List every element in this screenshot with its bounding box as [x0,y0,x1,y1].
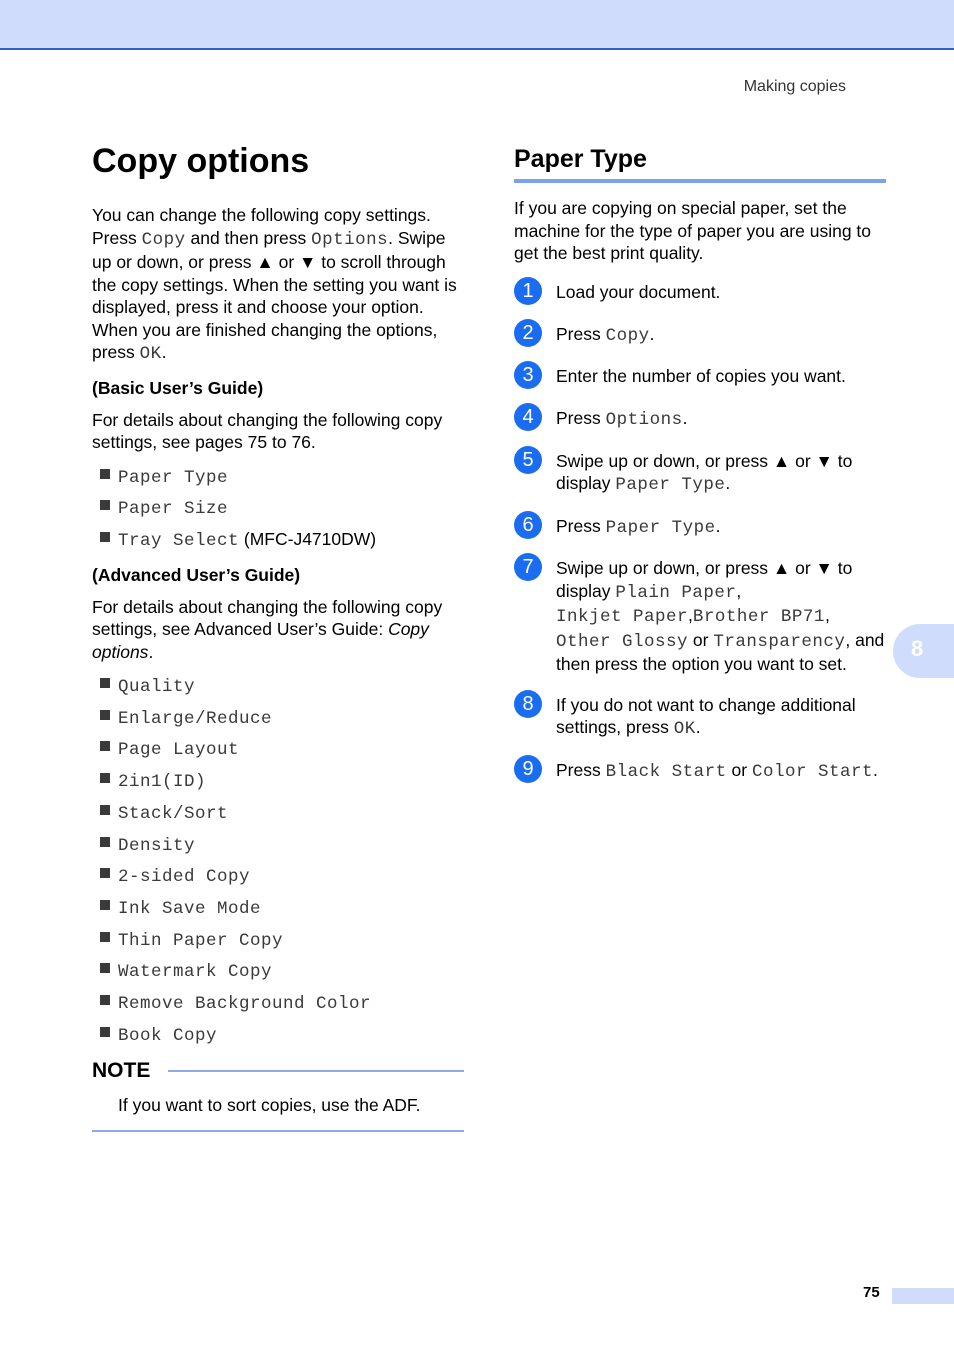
advanced-guide-paragraph: For details about changing the following copy settings, see Advanced User’s Guide: Copy options. [92,596,443,662]
step-text: Swipe up or down, or press ▲ or ▼ to display Paper Type. [556,450,853,495]
intro-paragraph: You can change the following copy settings. Press Copy and then press Options. Swipe up or down, or press ▲ or ▼ to scroll through the copy settings. When the setting you want is displayed, press it and choose your option. When you are finished changing the options, press OK. [92,205,457,364]
step-5 [514,450,886,497]
step-number-badge: 5 [514,446,542,474]
note-text: If you want to sort copies, use the ADF. [118,1095,421,1116]
section-title: Paper Type [514,145,647,173]
list-item: Tray Select (MFC-J4710DW) [98,528,464,560]
list-item: Remove Background Color [98,991,464,1023]
up-arrow-icon: ▲ [256,252,274,272]
step-1 [514,281,886,305]
page-title: Copy options [92,142,310,180]
step-text: Press Black Start or Color Start. [556,759,878,782]
step-8 [514,694,886,741]
square-bullet-icon [100,678,110,688]
step-text: Load your document. [556,281,721,302]
step-text: If you do not want to change additional settings, press OK. [556,694,856,739]
down-arrow-icon: ▼ [815,450,833,471]
step-number-badge: 7 [514,553,542,581]
basic-guide-paragraph: For details about changing the following copy settings, see pages 75 to 76. [92,409,443,452]
right-column [514,140,886,801]
note-box [92,1058,464,1132]
square-bullet-icon [100,532,110,542]
options-key: Options [311,229,389,250]
note-title: NOTE [92,1059,151,1083]
step-text: Swipe up or down, or press ▲ or ▼ to display Plain Paper, Inkjet Paper,Brother BP71, Other Glossy or Transparency, and then press the option you want to set. [556,558,885,674]
step-3 [514,365,886,389]
list-item: Watermark Copy [98,959,464,991]
square-bullet-icon [100,805,110,815]
square-bullet-icon [100,710,110,720]
square-bullet-icon [100,1027,110,1037]
square-bullet-icon [100,868,110,878]
list-item: Density [98,833,464,865]
list-item: 2in1(ID) [98,769,464,801]
list-item: Stack/Sort [98,801,464,833]
step-text: Enter the number of copies you want. [556,366,846,386]
chapter-tab [893,624,954,678]
list-item: Ink Save Mode [98,896,464,928]
step-7 [514,557,886,676]
square-bullet-icon [100,741,110,751]
step-number-badge: 4 [514,403,542,431]
chapter-number: 8 [911,636,924,661]
advanced-guide-heading: (Advanced User’s Guide) [92,564,301,585]
list-item: Quality [98,674,464,706]
square-bullet-icon [100,900,110,910]
step-6 [514,515,886,540]
square-bullet-icon [100,469,110,479]
step-number-badge: 9 [514,755,542,783]
down-arrow-icon: ▼ [299,252,317,272]
square-bullet-icon [100,773,110,783]
list-item: Book Copy [98,1023,464,1055]
page-number: 75 [863,1284,880,1301]
step-4 [514,407,886,432]
note-divider [168,1070,464,1072]
section-intro: If you are copying on special paper, set the machine for the type of paper you are using to get the best print quality. [514,198,872,263]
square-bullet-icon [100,500,110,510]
left-column [92,140,464,1132]
step-text: Press Copy. [556,323,655,346]
step-number-badge: 2 [514,319,542,347]
list-item: Enlarge/Reduce [98,706,464,738]
copy-key: Copy [141,229,186,250]
list-item: Paper Size [98,496,464,528]
guide-reference: Copy options [92,619,429,662]
square-bullet-icon [100,932,110,942]
list-item: 2-sided Copy [98,864,464,896]
list-item: Page Layout [98,737,464,769]
advanced-settings-list [98,674,464,1054]
up-arrow-icon: ▲ [772,558,791,578]
square-bullet-icon [100,837,110,847]
list-item: Thin Paper Copy [98,928,464,960]
step-9 [514,759,886,784]
section-title-underline [514,179,886,183]
down-arrow-icon: ▼ [815,558,833,578]
basic-guide-heading: (Basic User’s Guide) [92,377,264,398]
step-text: Press Options. [556,408,688,430]
list-item: Paper Type [98,465,464,497]
step-text: Press Paper Type. [556,515,721,538]
square-bullet-icon [100,963,110,973]
up-arrow-icon: ▲ [772,450,791,471]
step-2 [514,323,886,348]
step-number-badge: 3 [514,361,542,389]
step-number-badge: 1 [514,277,542,305]
step-number-badge: 8 [514,690,542,718]
square-bullet-icon [100,995,110,1005]
basic-settings-list [98,465,464,560]
step-number-badge: 6 [514,511,542,539]
ok-key: OK [139,344,162,364]
note-bottom-divider [92,1130,464,1132]
top-band [0,0,954,50]
page-number-bar [892,1288,954,1304]
running-header: Making copies [743,78,846,95]
